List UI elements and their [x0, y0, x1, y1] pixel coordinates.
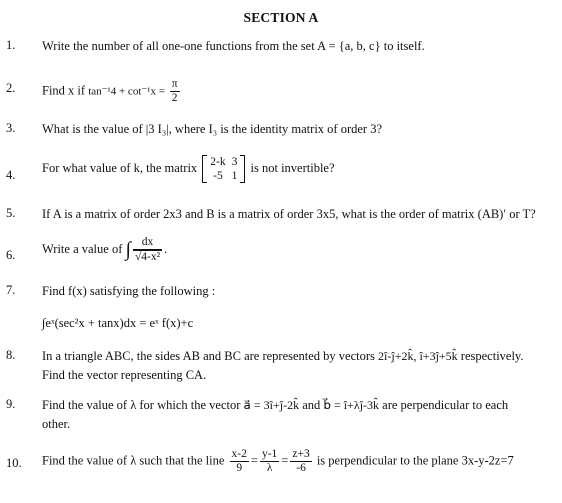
integral-sign: ∫: [125, 238, 131, 261]
question-number: 6.: [6, 248, 16, 262]
question-number: 8.: [6, 348, 16, 362]
question-text: What is the value of |3 I₃|, where I₃ is the identity matrix of order 3?: [42, 122, 383, 136]
question-text-line2: Find the vector representing CA.: [42, 368, 207, 382]
vector-a: a⃗ = 3î+ĵ-2k̂: [243, 398, 300, 412]
question-number: 10.: [6, 456, 22, 470]
formula: ∫eˣ(sec²x + tanx)dx = eˣ f(x)+c: [42, 316, 194, 330]
question-text: Find f(x) satisfying the following :: [42, 284, 216, 298]
lambda-symbol: λ: [130, 453, 137, 468]
question-text: Find the value of λ for which the vector a⃗ = 3î+ĵ-2k̂ and b⃗ = î+λĵ-3k̂ are perpendicular to each: [42, 398, 509, 412]
question-text-line2: other.: [42, 417, 71, 431]
question-text: Find the value of λ such that the line $\frac{x-2}{9}$ = $\frac{y-1}{\lambda}$ = $\frac{z+3}{-6}$ is perpendicular to the plane 3x-y-2z=7: [42, 448, 514, 474]
set-expression: {a, b, c}: [338, 39, 381, 53]
question-text: Find x if tan⁻¹4 + cot⁻¹x = $\frac{\pi}{2}$: [42, 78, 178, 104]
question-text: In a triangle ABC, the sides AB and BC are represented by vectors 2î-ĵ+2k̂, î+3ĵ+5k̂ respectively.: [42, 349, 524, 363]
question-text: Write the number of all one-one functions from the set A = {a, b, c} to itself.: [42, 39, 425, 53]
question-text: If A is a matrix of order 2x3 and B is a matrix of order 3x5, what is the order of matrix (AB)′ or T?: [42, 207, 536, 221]
matrix: 2-k 3 -5 1: [202, 155, 245, 183]
lambda-symbol: λ: [130, 398, 137, 412]
fraction-y: $\frac{y-1}{\lambda}$: [261, 448, 278, 474]
question-number: 7.: [6, 283, 16, 297]
trig-expression: tan⁻¹4 + cot⁻¹x =: [88, 85, 168, 98]
question-text: For what value of k, the matrix 2-k 3 -5 1 is not invertible?: [42, 156, 335, 182]
question-text: Write a value of ∫ $\frac{dx}{\text{√4-x²}}$ .: [42, 236, 168, 263]
vector-b: b⃗ = î+λĵ-3k̂: [323, 398, 380, 412]
fraction-x: $\frac{x-2}{9}$: [231, 448, 247, 474]
question-number: 2.: [6, 81, 16, 95]
question-number: 1.: [6, 38, 16, 52]
question-number: 9.: [6, 397, 16, 411]
fraction: $\frac{\pi}{2}$: [171, 78, 178, 104]
question-number: 4.: [6, 168, 16, 182]
vector-expression: 2î-ĵ+2k̂, î+3ĵ+5k̂: [378, 349, 458, 363]
question-number: 3.: [6, 121, 16, 135]
question-number: 5.: [6, 206, 16, 220]
fraction-z: $\frac{z+3}{-6}$: [292, 448, 310, 474]
fraction: $\frac{dx}{\text{√4-x²}}$: [134, 236, 161, 263]
section-title: SECTION A: [243, 10, 319, 25]
